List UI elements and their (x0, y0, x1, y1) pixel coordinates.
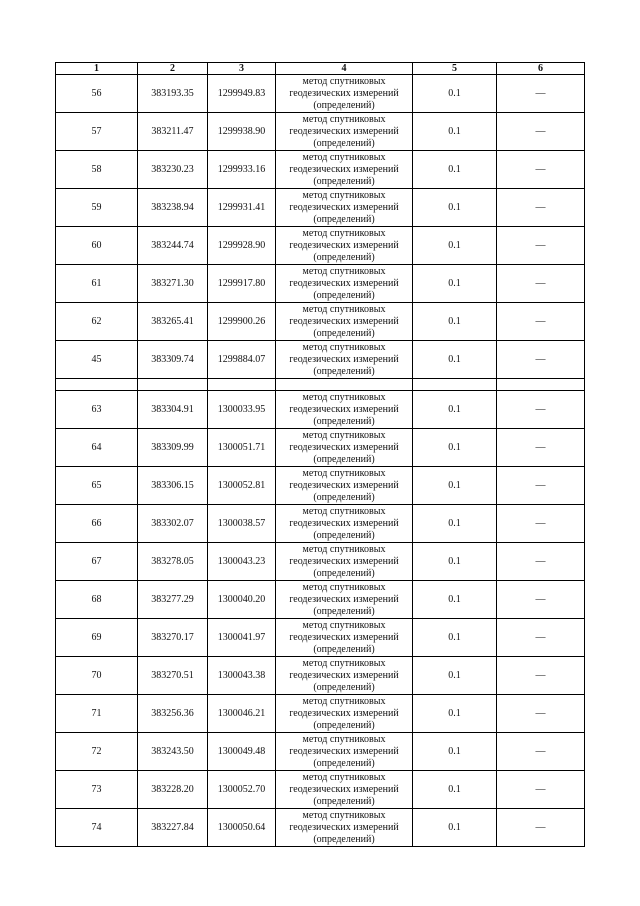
point-number-cell: 64 (56, 429, 138, 467)
method-cell: метод спутниковых геодезических измерений (определений) (276, 467, 413, 505)
description-cell: — (497, 581, 585, 619)
description-cell: — (497, 543, 585, 581)
method-cell: метод спутниковых геодезических измерений (определений) (276, 771, 413, 809)
description-cell: — (497, 733, 585, 771)
column-header-4: 4 (276, 63, 413, 75)
y-coordinate-cell: 1300038.57 (208, 505, 276, 543)
x-coordinate-cell: 383271.30 (138, 265, 208, 303)
method-cell: метод спутниковых геодезических измерений (определений) (276, 733, 413, 771)
method-cell: метод спутниковых геодезических измерений (определений) (276, 391, 413, 429)
x-coordinate-cell: 383265.41 (138, 303, 208, 341)
y-coordinate-cell: 1299938.90 (208, 113, 276, 151)
y-coordinate-cell: 1300040.20 (208, 581, 276, 619)
method-cell: метод спутниковых геодезических измерений (определений) (276, 75, 413, 113)
accuracy-cell: 0.1 (413, 505, 497, 543)
accuracy-cell: 0.1 (413, 771, 497, 809)
y-coordinate-cell: 1300052.81 (208, 467, 276, 505)
method-cell: метод спутниковых геодезических измерений (определений) (276, 341, 413, 379)
accuracy-cell: 0.1 (413, 657, 497, 695)
point-number-cell: 74 (56, 809, 138, 847)
separator-cell (276, 379, 413, 391)
column-header-2: 2 (138, 63, 208, 75)
separator-cell (56, 379, 138, 391)
x-coordinate-cell: 383270.17 (138, 619, 208, 657)
method-cell: метод спутниковых геодезических измерений (определений) (276, 543, 413, 581)
y-coordinate-cell: 1299900.26 (208, 303, 276, 341)
y-coordinate-cell: 1300046.21 (208, 695, 276, 733)
point-number-cell: 60 (56, 227, 138, 265)
table-row (56, 429, 585, 467)
method-cell: метод спутниковых геодезических измерений (определений) (276, 619, 413, 657)
y-coordinate-cell: 1300043.38 (208, 657, 276, 695)
table-row (56, 619, 585, 657)
point-number-cell: 63 (56, 391, 138, 429)
table-row (56, 809, 585, 847)
method-cell: метод спутниковых геодезических измерений (определений) (276, 265, 413, 303)
table-row (56, 265, 585, 303)
point-number-cell: 69 (56, 619, 138, 657)
description-cell: — (497, 227, 585, 265)
x-coordinate-cell: 383211.47 (138, 113, 208, 151)
accuracy-cell: 0.1 (413, 75, 497, 113)
method-cell: метод спутниковых геодезических измерений (определений) (276, 581, 413, 619)
x-coordinate-cell: 383302.07 (138, 505, 208, 543)
y-coordinate-cell: 1299917.80 (208, 265, 276, 303)
point-number-cell: 57 (56, 113, 138, 151)
accuracy-cell: 0.1 (413, 733, 497, 771)
y-coordinate-cell: 1299949.83 (208, 75, 276, 113)
x-coordinate-cell: 383238.94 (138, 189, 208, 227)
description-cell: — (497, 265, 585, 303)
table-row (56, 657, 585, 695)
method-cell: метод спутниковых геодезических измерений (определений) (276, 429, 413, 467)
table-row (56, 189, 585, 227)
description-cell: — (497, 303, 585, 341)
accuracy-cell: 0.1 (413, 341, 497, 379)
accuracy-cell: 0.1 (413, 581, 497, 619)
method-cell: метод спутниковых геодезических измерений (определений) (276, 113, 413, 151)
description-cell: — (497, 771, 585, 809)
table-row (56, 505, 585, 543)
table-body (56, 75, 585, 847)
method-cell: метод спутниковых геодезических измерений (определений) (276, 695, 413, 733)
description-cell: — (497, 619, 585, 657)
accuracy-cell: 0.1 (413, 467, 497, 505)
separator-row (56, 379, 585, 391)
point-number-cell: 66 (56, 505, 138, 543)
separator-cell (413, 379, 497, 391)
x-coordinate-cell: 383193.35 (138, 75, 208, 113)
accuracy-cell: 0.1 (413, 809, 497, 847)
accuracy-cell: 0.1 (413, 429, 497, 467)
description-cell: — (497, 113, 585, 151)
method-cell: метод спутниковых геодезических измерений (определений) (276, 189, 413, 227)
table-row (56, 771, 585, 809)
description-cell: — (497, 189, 585, 227)
table-row (56, 543, 585, 581)
column-header-3: 3 (208, 63, 276, 75)
point-number-cell: 56 (56, 75, 138, 113)
x-coordinate-cell: 383244.74 (138, 227, 208, 265)
x-coordinate-cell: 383309.74 (138, 341, 208, 379)
y-coordinate-cell: 1300050.64 (208, 809, 276, 847)
description-cell: — (497, 391, 585, 429)
point-number-cell: 70 (56, 657, 138, 695)
table-row (56, 113, 585, 151)
point-number-cell: 67 (56, 543, 138, 581)
table-row (56, 467, 585, 505)
table-row (56, 695, 585, 733)
accuracy-cell: 0.1 (413, 543, 497, 581)
table-row (56, 391, 585, 429)
accuracy-cell: 0.1 (413, 113, 497, 151)
table-row (56, 75, 585, 113)
x-coordinate-cell: 383309.99 (138, 429, 208, 467)
description-cell: — (497, 695, 585, 733)
table-row (56, 227, 585, 265)
method-cell: метод спутниковых геодезических измерений (определений) (276, 657, 413, 695)
accuracy-cell: 0.1 (413, 619, 497, 657)
x-coordinate-cell: 383304.91 (138, 391, 208, 429)
point-number-cell: 65 (56, 467, 138, 505)
separator-cell (208, 379, 276, 391)
x-coordinate-cell: 383228.20 (138, 771, 208, 809)
column-header-6: 6 (497, 63, 585, 75)
point-number-cell: 62 (56, 303, 138, 341)
method-cell: метод спутниковых геодезических измерений (определений) (276, 151, 413, 189)
description-cell: — (497, 467, 585, 505)
y-coordinate-cell: 1300051.71 (208, 429, 276, 467)
description-cell: — (497, 151, 585, 189)
x-coordinate-cell: 383230.23 (138, 151, 208, 189)
y-coordinate-cell: 1299933.16 (208, 151, 276, 189)
y-coordinate-cell: 1300043.23 (208, 543, 276, 581)
point-number-cell: 61 (56, 265, 138, 303)
x-coordinate-cell: 383278.05 (138, 543, 208, 581)
x-coordinate-cell: 383277.29 (138, 581, 208, 619)
method-cell: метод спутниковых геодезических измерений (определений) (276, 505, 413, 543)
description-cell: — (497, 75, 585, 113)
x-coordinate-cell: 383270.51 (138, 657, 208, 695)
accuracy-cell: 0.1 (413, 391, 497, 429)
accuracy-cell: 0.1 (413, 227, 497, 265)
y-coordinate-cell: 1300041.97 (208, 619, 276, 657)
point-number-cell: 68 (56, 581, 138, 619)
column-header-1: 1 (56, 63, 138, 75)
accuracy-cell: 0.1 (413, 151, 497, 189)
x-coordinate-cell: 383256.36 (138, 695, 208, 733)
accuracy-cell: 0.1 (413, 189, 497, 227)
coordinates-table (55, 62, 585, 847)
y-coordinate-cell: 1299928.90 (208, 227, 276, 265)
description-cell: — (497, 505, 585, 543)
separator-cell (497, 379, 585, 391)
y-coordinate-cell: 1300033.95 (208, 391, 276, 429)
y-coordinate-cell: 1299884.07 (208, 341, 276, 379)
accuracy-cell: 0.1 (413, 303, 497, 341)
method-cell: метод спутниковых геодезических измерений (определений) (276, 809, 413, 847)
table-header-row (56, 63, 585, 75)
point-number-cell: 59 (56, 189, 138, 227)
description-cell: — (497, 429, 585, 467)
x-coordinate-cell: 383243.50 (138, 733, 208, 771)
point-number-cell: 58 (56, 151, 138, 189)
table-row (56, 303, 585, 341)
x-coordinate-cell: 383227.84 (138, 809, 208, 847)
y-coordinate-cell: 1300052.70 (208, 771, 276, 809)
accuracy-cell: 0.1 (413, 265, 497, 303)
separator-cell (138, 379, 208, 391)
description-cell: — (497, 657, 585, 695)
table-row (56, 581, 585, 619)
y-coordinate-cell: 1300049.48 (208, 733, 276, 771)
point-number-cell: 73 (56, 771, 138, 809)
point-number-cell: 71 (56, 695, 138, 733)
method-cell: метод спутниковых геодезических измерений (определений) (276, 303, 413, 341)
column-header-5: 5 (413, 63, 497, 75)
description-cell: — (497, 809, 585, 847)
x-coordinate-cell: 383306.15 (138, 467, 208, 505)
description-cell: — (497, 341, 585, 379)
point-number-cell: 45 (56, 341, 138, 379)
table-row (56, 341, 585, 379)
table-row (56, 151, 585, 189)
point-number-cell: 72 (56, 733, 138, 771)
table-row (56, 733, 585, 771)
accuracy-cell: 0.1 (413, 695, 497, 733)
y-coordinate-cell: 1299931.41 (208, 189, 276, 227)
method-cell: метод спутниковых геодезических измерений (определений) (276, 227, 413, 265)
